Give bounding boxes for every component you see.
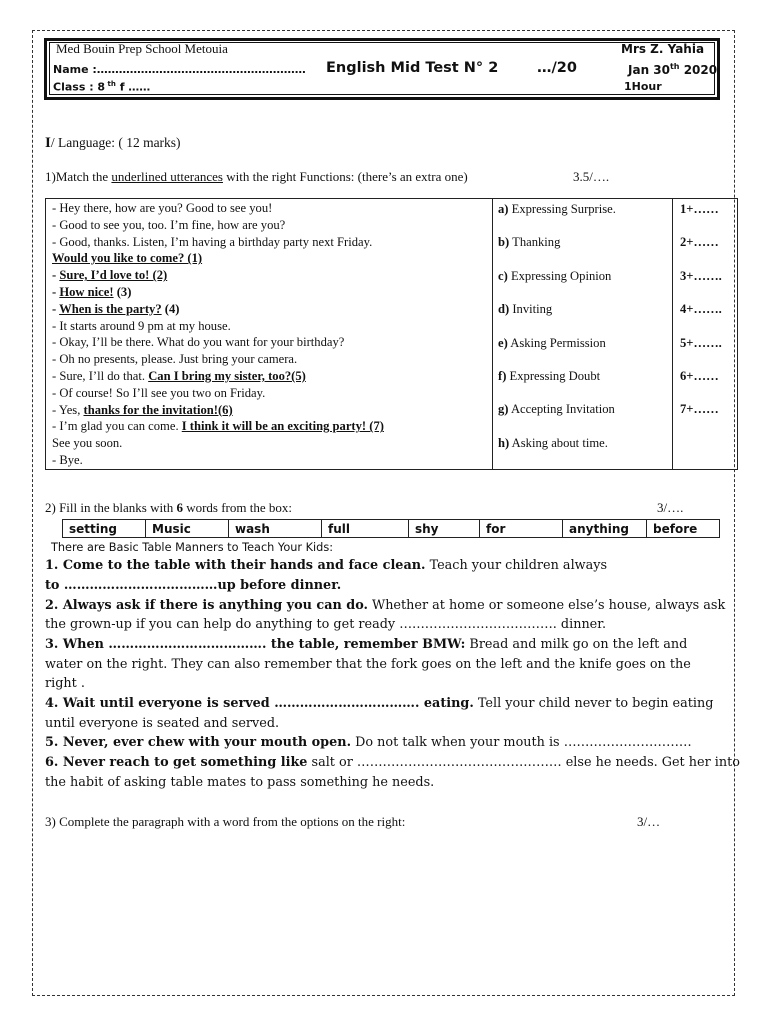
- utterance-line: - It starts around 9 pm at my house.: [52, 318, 231, 333]
- matching-table: [45, 198, 738, 470]
- teacher-name: Mrs Z. Yahia: [621, 42, 705, 56]
- score-total: …/20: [537, 60, 577, 76]
- word-box-item: full: [322, 520, 409, 538]
- answer-slot: 2+……: [680, 235, 719, 250]
- function-item: b) Thanking: [498, 235, 561, 250]
- utterance-line: - Of course! So I’ll see you two on Friday.: [52, 385, 266, 400]
- q3-instruction: 3) Complete the paragraph with a word from the options on the right:: [45, 814, 406, 829]
- test-duration: 1Hour: [624, 80, 662, 93]
- function-item: h) Asking about time.: [498, 435, 608, 450]
- class-field: Class : 8 $^{th}$ f ……: [53, 80, 151, 94]
- passage-line: to ………………………………up before dinner.: [45, 578, 342, 593]
- answer-slot: 3+…….: [680, 268, 722, 283]
- answer-slot: 6+……: [680, 368, 719, 383]
- function-item: d) Inviting: [498, 302, 553, 317]
- passage-line: 5. Never, ever chew with your mouth open. Do not talk when your mouth is …………………………: [45, 735, 692, 750]
- answer-slot: 1+……: [680, 202, 719, 216]
- passage-line: the grown-up if you can help do anything to get ready ………………………………. dinner.: [45, 617, 607, 632]
- section-heading: I/ Language: ( 12 marks): [45, 135, 181, 151]
- word-box-item: anything: [563, 520, 647, 538]
- test-title: English Mid Test N° 2: [326, 60, 499, 76]
- utterance-line: - Bye.: [52, 452, 83, 467]
- word-box-item: shy: [409, 520, 480, 538]
- utterance-line: - Okay, I’ll be there. What do you want for your birthday?: [52, 335, 345, 350]
- passage-line: 1. Come to the table with their hands and face clean. Teach your children always: [45, 558, 608, 573]
- utterance-line: - Yes, thanks for the invitation!(6): [52, 402, 233, 417]
- function-item: g) Accepting Invitation: [498, 402, 615, 417]
- utterance-line: - Good, thanks. Listen, I’m having a birthday party next Friday.: [52, 234, 373, 249]
- school-name: Med Bouin Prep School Metouia: [56, 41, 228, 56]
- word-box-item: for: [480, 520, 563, 538]
- passage-line: water on the right. They can also remember that the fork goes on the left and the knife goes on the: [45, 657, 691, 672]
- answer-slot: 7+……: [680, 402, 719, 417]
- utterance-line: - Sure, I’d love to! (2): [52, 268, 168, 283]
- answers-cell: [673, 199, 738, 470]
- utterance-line: - I’m glad you can come. I think it will be an exciting party! (7): [52, 419, 384, 434]
- function-item: f) Expressing Doubt: [498, 368, 601, 383]
- utterances-cell: [46, 199, 493, 470]
- q1-instruction: 1)Match the underlined utterances with the right Functions: (there’s an extra one): [45, 169, 468, 184]
- name-field: Name :…………………………………………………: [53, 63, 306, 76]
- function-item: c) Expressing Opinion: [498, 268, 612, 283]
- q3-mark: 3/…: [637, 814, 661, 829]
- passage-line: 6. Never reach to get something like salt or ………………………………………… else he needs. Get her into: [45, 755, 740, 770]
- utterance-line: - When is the party? (4): [52, 301, 180, 316]
- passage-intro: There are Basic Table Manners to Teach Your Kids:: [51, 541, 334, 554]
- passage-line: 2. Always ask if there is anything you can do. Whether at home or someone else’s house, always ask: [45, 598, 726, 613]
- word-box-item: Music: [146, 520, 229, 538]
- word-box-item: before: [647, 520, 720, 538]
- passage-line: until everyone is seated and served.: [45, 716, 280, 731]
- passage-line: 4. Wait until everyone is served ……………………………. eating. Tell your child never to begin eating: [45, 696, 714, 711]
- q1-mark: 3.5/….: [573, 169, 610, 184]
- utterance-line: - Good to see you, too. I’m fine, how are you?: [52, 217, 286, 232]
- utterance-line: Would you like to come? (1): [52, 251, 203, 266]
- q2-mark: 3/….: [657, 500, 684, 515]
- passage-line: right .: [45, 676, 85, 691]
- answer-slot: 4+…….: [680, 302, 722, 317]
- passage-line: the habit of asking table mates to pass something he needs.: [45, 775, 435, 790]
- word-box-item: setting: [63, 520, 146, 538]
- q2-instruction: 2) Fill in the blanks with 6 words from the box:: [45, 500, 292, 515]
- utterance-line: See you soon.: [52, 436, 123, 451]
- function-item: e) Asking Permission: [498, 335, 606, 350]
- utterance-line: - How nice! (3): [52, 284, 132, 299]
- word-box: [62, 519, 720, 538]
- utterance-line: - Hey there, how are you? Good to see you!: [52, 201, 273, 215]
- utterance-line: - Oh no presents, please. Just bring your camera.: [52, 352, 298, 367]
- utterance-line: - Sure, I’ll do that. Can I bring my sister, too?(5): [52, 368, 306, 383]
- test-date: Jan 30th 2020: [628, 62, 718, 77]
- answer-slot: 5+…….: [680, 335, 722, 350]
- function-item: a) Expressing Surprise.: [498, 202, 616, 216]
- passage-line: 3. When ………………………………. the table, remember BMW: Bread and milk go on the left and: [45, 637, 688, 652]
- word-box-item: wash: [229, 520, 322, 538]
- functions-cell: [493, 199, 673, 470]
